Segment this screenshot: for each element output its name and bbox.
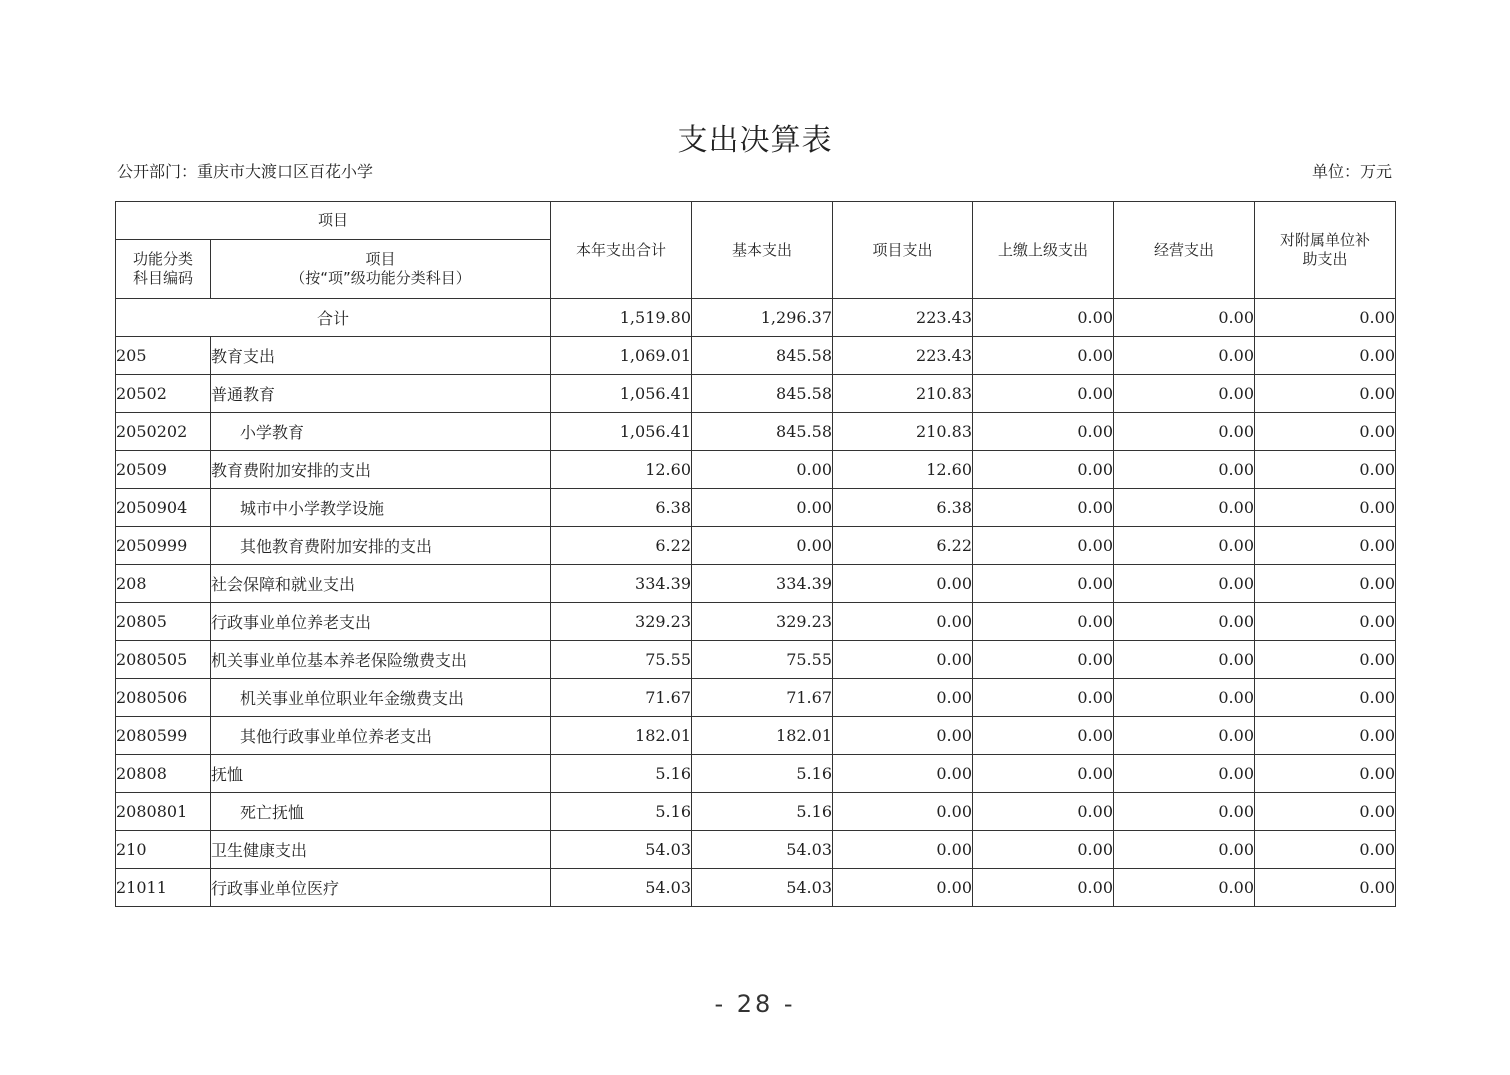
item-name-cell: 城市中小学教学设施 (211, 489, 551, 527)
value-cell-project: 0.00 (833, 717, 973, 755)
table-row (116, 793, 1396, 831)
department-label: 公开部门：重庆市大渡口区百花小学 (117, 162, 374, 181)
function-code-cell: 20502 (116, 375, 211, 413)
table-row (116, 831, 1396, 869)
table-row (116, 717, 1396, 755)
table-row (116, 527, 1396, 565)
total-value-subsidy: 0.00 (1255, 299, 1396, 337)
value-cell-upper: 0.00 (973, 413, 1114, 451)
function-code-cell: 20509 (116, 451, 211, 489)
value-cell-upper: 0.00 (973, 755, 1114, 793)
table-row (116, 603, 1396, 641)
value-cell-total: 1,056.41 (551, 413, 692, 451)
value-cell-subsidy: 0.00 (1255, 755, 1396, 793)
item-name-cell: 死亡抚恤 (211, 793, 551, 831)
header-group-item: 项目 (116, 202, 551, 240)
value-cell-project: 0.00 (833, 831, 973, 869)
value-cell-total: 12.60 (551, 451, 692, 489)
function-code-cell: 20808 (116, 755, 211, 793)
value-cell-basic: 845.58 (692, 375, 833, 413)
value-cell-project: 0.00 (833, 755, 973, 793)
unit-label: 单位：万元 (1311, 162, 1392, 181)
value-cell-upper: 0.00 (973, 641, 1114, 679)
expenditure-table (115, 201, 1396, 907)
value-cell-total: 1,069.01 (551, 337, 692, 375)
value-cell-total: 182.01 (551, 717, 692, 755)
value-cell-total: 1,056.41 (551, 375, 692, 413)
value-cell-basic: 0.00 (692, 527, 833, 565)
table-row (116, 679, 1396, 717)
header-project-expenditure: 项目支出 (833, 202, 973, 299)
header-subsidy-expenditure: 对附属单位补 助支出 (1255, 202, 1396, 299)
value-cell-total: 71.67 (551, 679, 692, 717)
value-cell-basic: 334.39 (692, 565, 833, 603)
function-code-cell: 210 (116, 831, 211, 869)
function-code-cell: 21011 (116, 869, 211, 907)
value-cell-project: 0.00 (833, 565, 973, 603)
value-cell-business: 0.00 (1114, 793, 1255, 831)
value-cell-project: 6.38 (833, 489, 973, 527)
function-code-cell: 2080505 (116, 641, 211, 679)
value-cell-upper: 0.00 (973, 527, 1114, 565)
value-cell-basic: 329.23 (692, 603, 833, 641)
value-cell-subsidy: 0.00 (1255, 603, 1396, 641)
value-cell-project: 0.00 (833, 641, 973, 679)
total-value-basic: 1,296.37 (692, 299, 833, 337)
value-cell-business: 0.00 (1114, 451, 1255, 489)
table-row (116, 565, 1396, 603)
item-name-cell: 教育费附加安排的支出 (211, 451, 551, 489)
item-name-cell: 行政事业单位医疗 (211, 869, 551, 907)
value-cell-upper: 0.00 (973, 489, 1114, 527)
item-name-cell: 小学教育 (211, 413, 551, 451)
value-cell-basic: 5.16 (692, 793, 833, 831)
value-cell-upper: 0.00 (973, 337, 1114, 375)
item-name-cell: 其他行政事业单位养老支出 (211, 717, 551, 755)
table-row (116, 755, 1396, 793)
value-cell-upper: 0.00 (973, 451, 1114, 489)
item-name-cell: 教育支出 (211, 337, 551, 375)
value-cell-business: 0.00 (1114, 603, 1255, 641)
value-cell-total: 6.38 (551, 489, 692, 527)
function-code-cell: 20805 (116, 603, 211, 641)
value-cell-project: 0.00 (833, 679, 973, 717)
value-cell-business: 0.00 (1114, 679, 1255, 717)
value-cell-basic: 54.03 (692, 831, 833, 869)
value-cell-basic: 845.58 (692, 337, 833, 375)
value-cell-total: 5.16 (551, 755, 692, 793)
function-code-cell: 2050999 (116, 527, 211, 565)
value-cell-project: 210.83 (833, 413, 973, 451)
value-cell-subsidy: 0.00 (1255, 337, 1396, 375)
value-cell-subsidy: 0.00 (1255, 527, 1396, 565)
value-cell-project: 0.00 (833, 869, 973, 907)
item-name-cell: 卫生健康支出 (211, 831, 551, 869)
value-cell-business: 0.00 (1114, 413, 1255, 451)
value-cell-subsidy: 0.00 (1255, 831, 1396, 869)
value-cell-project: 223.43 (833, 337, 973, 375)
table-row (116, 489, 1396, 527)
value-cell-total: 54.03 (551, 869, 692, 907)
page-number: - 28 - (714, 990, 796, 1018)
value-cell-project: 12.60 (833, 451, 973, 489)
value-cell-total: 329.23 (551, 603, 692, 641)
value-cell-business: 0.00 (1114, 527, 1255, 565)
value-cell-basic: 845.58 (692, 413, 833, 451)
item-name-cell: 其他教育费附加安排的支出 (211, 527, 551, 565)
value-cell-basic: 0.00 (692, 451, 833, 489)
value-cell-total: 54.03 (551, 831, 692, 869)
header-item-name: 项目 （按“项”级功能分类科目） (211, 240, 551, 299)
function-code-cell: 2080506 (116, 679, 211, 717)
value-cell-subsidy: 0.00 (1255, 413, 1396, 451)
value-cell-business: 0.00 (1114, 755, 1255, 793)
value-cell-basic: 75.55 (692, 641, 833, 679)
item-name-cell: 机关事业单位基本养老保险缴费支出 (211, 641, 551, 679)
value-cell-upper: 0.00 (973, 375, 1114, 413)
header-business-expenditure: 经营支出 (1114, 202, 1255, 299)
total-value-business: 0.00 (1114, 299, 1255, 337)
function-code-cell: 2050202 (116, 413, 211, 451)
table-row (116, 869, 1396, 907)
table-row (116, 375, 1396, 413)
table-row (116, 337, 1396, 375)
value-cell-business: 0.00 (1114, 641, 1255, 679)
value-cell-business: 0.00 (1114, 565, 1255, 603)
function-code-cell: 2080599 (116, 717, 211, 755)
value-cell-subsidy: 0.00 (1255, 565, 1396, 603)
value-cell-basic: 54.03 (692, 869, 833, 907)
value-cell-total: 5.16 (551, 793, 692, 831)
item-name-cell: 普通教育 (211, 375, 551, 413)
value-cell-upper: 0.00 (973, 565, 1114, 603)
header-function-code: 功能分类 科目编码 (116, 240, 211, 299)
header-total-expenditure: 本年支出合计 (551, 202, 692, 299)
table-row (116, 641, 1396, 679)
function-code-cell: 2080801 (116, 793, 211, 831)
value-cell-subsidy: 0.00 (1255, 679, 1396, 717)
total-value-total: 1,519.80 (551, 299, 692, 337)
value-cell-total: 334.39 (551, 565, 692, 603)
function-code-cell: 205 (116, 337, 211, 375)
item-name-cell: 抚恤 (211, 755, 551, 793)
value-cell-upper: 0.00 (973, 869, 1114, 907)
value-cell-upper: 0.00 (973, 831, 1114, 869)
value-cell-upper: 0.00 (973, 603, 1114, 641)
table-row (116, 451, 1396, 489)
function-code-cell: 2050904 (116, 489, 211, 527)
value-cell-project: 0.00 (833, 603, 973, 641)
value-cell-business: 0.00 (1114, 717, 1255, 755)
value-cell-upper: 0.00 (973, 717, 1114, 755)
item-name-cell: 机关事业单位职业年金缴费支出 (211, 679, 551, 717)
value-cell-business: 0.00 (1114, 869, 1255, 907)
table-row (116, 413, 1396, 451)
item-name-cell: 社会保障和就业支出 (211, 565, 551, 603)
value-cell-subsidy: 0.00 (1255, 869, 1396, 907)
total-value-project: 223.43 (833, 299, 973, 337)
value-cell-subsidy: 0.00 (1255, 793, 1396, 831)
item-name-cell: 行政事业单位养老支出 (211, 603, 551, 641)
value-cell-business: 0.00 (1114, 375, 1255, 413)
value-cell-subsidy: 0.00 (1255, 641, 1396, 679)
value-cell-business: 0.00 (1114, 337, 1255, 375)
value-cell-basic: 0.00 (692, 489, 833, 527)
value-cell-upper: 0.00 (973, 679, 1114, 717)
value-cell-total: 6.22 (551, 527, 692, 565)
total-row (116, 299, 1396, 337)
table-body (116, 299, 1396, 907)
value-cell-project: 210.83 (833, 375, 973, 413)
total-label: 合计 (116, 299, 551, 337)
value-cell-subsidy: 0.00 (1255, 717, 1396, 755)
value-cell-total: 75.55 (551, 641, 692, 679)
value-cell-upper: 0.00 (973, 793, 1114, 831)
value-cell-project: 6.22 (833, 527, 973, 565)
value-cell-subsidy: 0.00 (1255, 489, 1396, 527)
function-code-cell: 208 (116, 565, 211, 603)
value-cell-subsidy: 0.00 (1255, 451, 1396, 489)
value-cell-basic: 71.67 (692, 679, 833, 717)
value-cell-business: 0.00 (1114, 831, 1255, 869)
value-cell-basic: 5.16 (692, 755, 833, 793)
value-cell-project: 0.00 (833, 793, 973, 831)
header-upper-level-expenditure: 上缴上级支出 (973, 202, 1114, 299)
value-cell-business: 0.00 (1114, 489, 1255, 527)
header-basic-expenditure: 基本支出 (692, 202, 833, 299)
report-title: 支出决算表 (677, 123, 833, 158)
total-value-upper: 0.00 (973, 299, 1114, 337)
value-cell-basic: 182.01 (692, 717, 833, 755)
value-cell-subsidy: 0.00 (1255, 375, 1396, 413)
